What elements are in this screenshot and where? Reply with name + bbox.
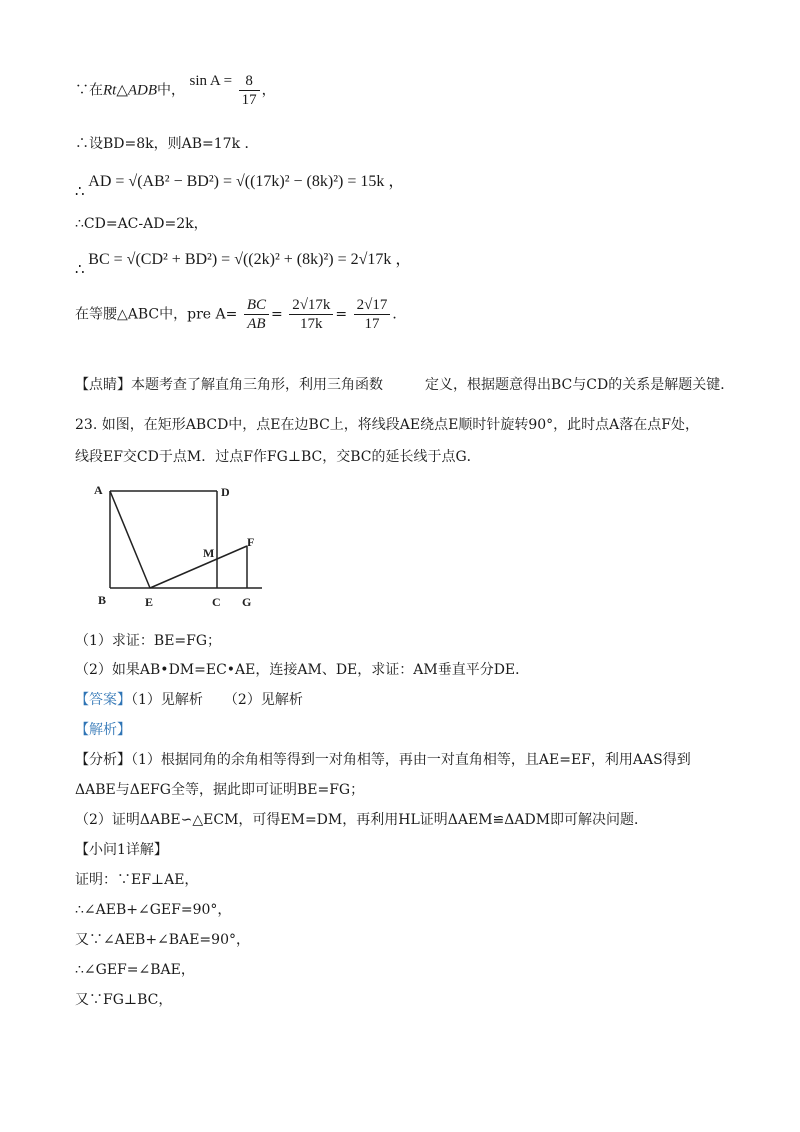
bc-equation: BC = √(CD² + BD²) = √((2k)² + (8k)²) = 2√17k ，	[88, 251, 412, 268]
therefore-symbol: ∴	[75, 262, 85, 278]
therefore-symbol: ∴	[75, 184, 85, 200]
numerator: 2√17k	[289, 296, 333, 315]
label-d: D	[221, 485, 230, 499]
text: 中，	[157, 82, 186, 99]
solution-line-6: 在等腰△ABC中，pre A= $\frac{BC}{AB}$ = $\frac{2√17k}{17k}$ = $\frac{2√17}{17}$ ．	[75, 297, 407, 332]
text: 在等腰△ABC中，pre A=	[75, 306, 238, 323]
fraction-2sqrt17k-17k	[289, 296, 333, 333]
proof-line-4: ∴∠GEF=∠BAE，	[75, 962, 195, 978]
answer-tag: 【答案】	[75, 692, 131, 708]
solution-line-5	[75, 250, 412, 278]
triangle-name: Rt△ADB	[103, 82, 158, 99]
question-23-line-2: 线段EF交CD于点M．过点F作FG⊥BC，交BC的延长线于点G．	[75, 449, 481, 465]
solution-line-1	[75, 72, 276, 109]
numerator: BC	[244, 296, 269, 315]
denominator: 17	[364, 316, 380, 332]
denominator: 17k	[300, 316, 323, 332]
proof-line-2: ∴∠AEB+∠GEF=90°，	[75, 902, 232, 918]
text: ．	[392, 306, 407, 323]
analysis-line-1: 【分析】（1）根据同角的余角相等得到一对角相等，再由一对直角相等，且AE=EF，利用AAS得到	[75, 752, 691, 768]
ad-equation: AD = √(AB² − BD²) = √((17k)² − (8k)²) = 15k ，	[88, 173, 405, 190]
detail-tag: 【小问1详解】	[75, 842, 168, 858]
label-e: E	[145, 595, 154, 609]
numerator: 2√17	[354, 296, 391, 315]
part-1: （1）求证：BE=FG；	[75, 633, 222, 649]
numerator: 8	[239, 72, 260, 91]
proof-line-3: 又∵∠AEB+∠BAE=90°，	[75, 932, 250, 948]
comment-line: 【点睛】本题考查了解直角三角形，利用三角函数 定义，根据题意得出BC与CD的关系是解题关键．	[75, 377, 735, 393]
solution-line-2: ∴设BD=8k，则AB=17k ．	[75, 136, 259, 152]
geometry-figure	[92, 480, 272, 610]
solution-line-3	[75, 172, 405, 200]
fraction-bc-ab	[244, 296, 269, 333]
analysis-line-3: （2）证明ΔABE∽△ECM，可得EM=DM，再利用HL证明ΔAEM≌ΔADM即可解决问题．	[75, 812, 649, 828]
denominator: AB	[247, 316, 266, 332]
proof-line-1: 证明：∵EF⊥AE，	[75, 872, 199, 888]
fraction-2sqrt17-17	[354, 296, 391, 333]
question-23-line-1: 23. 如图，在矩形ABCD中，点E在边BC上，将线段AE绕点E顺时针旋转90°，此时点A落在点F处，	[75, 417, 699, 433]
label-m: M	[203, 546, 215, 560]
analysis-line-2: ΔABE与ΔEFG全等，据此即可证明BE=FG；	[75, 782, 365, 798]
analysis-tag: 【解析】	[75, 722, 131, 738]
text: ，	[261, 82, 276, 99]
label-b: B	[98, 593, 107, 607]
answer-line	[75, 690, 303, 710]
part-2: （2）如果AB•DM=EC•AE，连接AM、DE，求证：AM垂直平分DE．	[75, 662, 530, 678]
fraction-8-17	[239, 72, 260, 109]
denominator: 17	[241, 92, 257, 108]
answer-text: （1）见解析 （2）见解析	[131, 692, 303, 708]
label-f: F	[247, 535, 255, 549]
sin-expression: sin A =	[189, 72, 233, 89]
label-c: C	[212, 595, 221, 609]
proof-line-5: 又∵FG⊥BC，	[75, 992, 173, 1008]
text: ∵在	[75, 82, 103, 99]
label-g: G	[242, 595, 252, 609]
solution-line-4: ∴CD=AC-AD=2k，	[75, 216, 208, 232]
label-a: A	[94, 483, 103, 497]
